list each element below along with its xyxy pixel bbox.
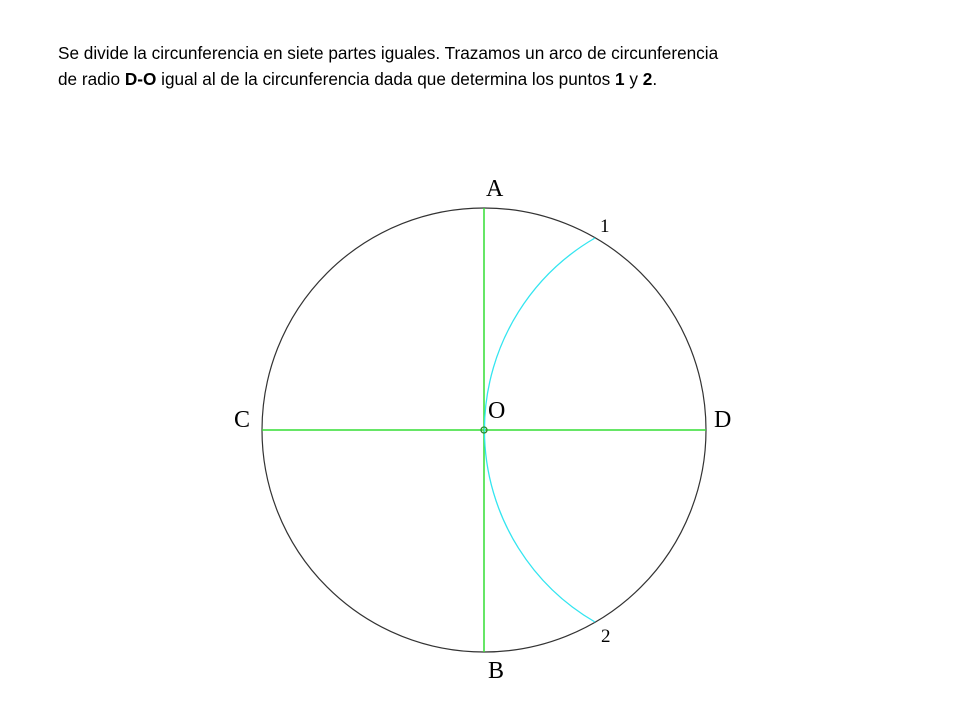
label-o: O <box>488 398 506 424</box>
caption-text: igual al de la circunferencia dada que determina los puntos <box>156 69 616 89</box>
label-point-2: 2 <box>601 626 611 647</box>
label-d: D <box>714 407 732 433</box>
caption-point-1: 1 <box>615 69 625 89</box>
caption-text: y <box>624 69 643 89</box>
caption-text: de radio <box>58 69 125 89</box>
caption-text: . <box>652 69 658 89</box>
label-a: A <box>486 176 504 202</box>
caption-term-do: D-O <box>124 69 157 89</box>
label-point-1: 1 <box>600 216 610 237</box>
label-c: C <box>234 407 251 433</box>
caption-point-2: 2 <box>642 69 653 89</box>
caption-text: Se divide la circunferencia en siete partes iguales. Trazamos un arco de circunferencia <box>58 43 719 63</box>
label-b: B <box>488 658 505 684</box>
